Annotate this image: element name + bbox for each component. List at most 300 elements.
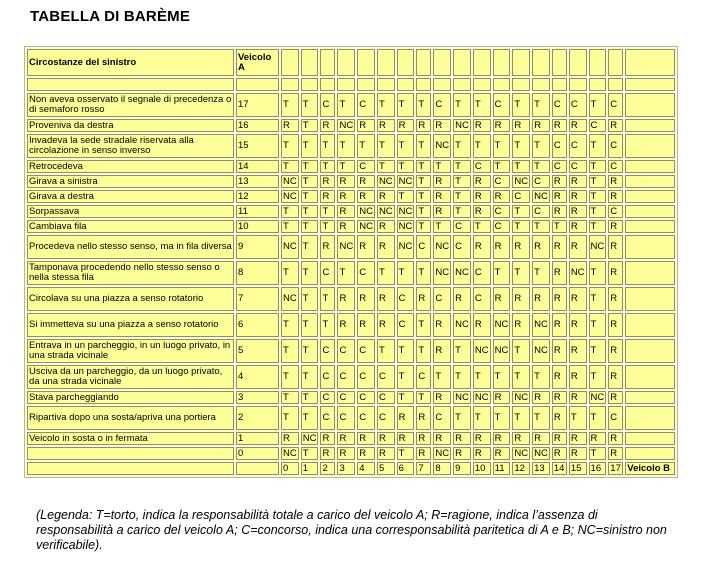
circumstance-cell: Circolava su una piazza a senso rotatorio [27,287,234,311]
outcome-cell: R [397,406,415,430]
outcome-cell: T [416,93,431,117]
outcome-cell: T [397,391,415,404]
outcome-cell: R [281,432,299,445]
outcome-cell: R [552,261,567,285]
circumstance-cell: Proveniva da destra [27,119,234,132]
outcome-cell: R [453,432,471,445]
vehicle-a-code: 8 [236,261,279,285]
outcome-cell: T [532,261,550,285]
outcome-cell: NC [337,235,355,259]
outcome-cell: C [493,205,511,218]
outcome-cell: R [473,313,491,337]
outcome-cell: C [357,406,375,430]
outcome-cell: T [301,160,319,173]
outcome-cell: R [357,287,375,311]
vehicle-b-code: 2 [320,462,335,475]
outcome-cell: T [589,406,607,430]
vehicle-b-code: 10 [473,462,491,475]
outcome-cell: C [569,93,587,117]
outcome-cell: R [608,175,623,188]
outcome-cell: R [473,447,491,460]
outcome-cell: T [416,134,431,158]
outcome-cell: R [337,287,355,311]
empty-cell [337,78,355,91]
outcome-cell: NC [569,261,587,285]
vehicle-b-code: 1 [301,462,319,475]
table-row [27,406,675,430]
outcome-cell: T [493,365,511,389]
empty-cell [397,78,415,91]
header-empty-cell [281,49,299,76]
outcome-cell: T [416,391,431,404]
outcome-cell: C [357,391,375,404]
header-empty-cell [473,49,491,76]
outcome-cell: R [377,313,395,337]
outcome-cell: R [552,313,567,337]
circumstance-cell [27,447,234,460]
outcome-cell: R [512,313,530,337]
outcome-cell: R [569,190,587,203]
outcome-cell: T [589,339,607,363]
outcome-cell: T [473,134,491,158]
outcome-cell: R [377,447,395,460]
outcome-cell: T [552,220,567,233]
outcome-cell: C [337,391,355,404]
vehicle-b-code: 12 [512,462,530,475]
header-empty-cell [337,49,355,76]
outcome-cell: C [569,160,587,173]
outcome-cell: C [608,205,623,218]
vehicle-a-code: 9 [236,235,279,259]
outcome-cell: R [512,432,530,445]
outcome-cell: T [416,205,431,218]
outcome-cell: NC [493,339,511,363]
outcome-cell: T [320,205,335,218]
outcome-cell: R [608,119,623,132]
vehicle-b-label: Veicolo B [625,462,675,475]
outcome-cell: T [416,175,431,188]
outcome-cell: T [589,287,607,311]
outcome-cell: R [569,119,587,132]
outcome-cell: R [608,220,623,233]
vehicle-a-code: 13 [236,175,279,188]
outcome-cell: T [281,205,299,218]
circumstance-cell: Procedeva nello stesso senso, ma in fila diversa [27,235,234,259]
outcome-cell: T [453,134,471,158]
outcome-cell: NC [398,220,413,232]
outcome-cell: T [453,205,471,218]
outcome-cell: R [552,365,567,389]
table-row [27,175,675,188]
outcome-cell: T [433,365,451,389]
outcome-cell: NC [359,220,373,232]
outcome-cell: R [416,287,431,311]
outcome-cell: T [493,406,511,430]
circumstance-cell: Veicolo in sosta o in fermata [27,432,234,445]
circumstance-cell: Tamponava procedendo nello stesso senso o nella stessa fila [27,261,234,285]
circumstance-cell: Stava parcheggiando [27,391,234,404]
empty-cell [625,119,675,132]
outcome-cell: NC [398,205,413,217]
empty-cell [552,78,567,91]
header-empty-cell [493,49,511,76]
outcome-cell: R [552,235,567,259]
outcome-cell: T [473,406,491,430]
vehicle-a-code: 1 [236,432,279,445]
empty-cell [589,78,607,91]
circumstance-cell: Sorpassava [27,205,234,218]
vehicle-a-code: 3 [236,391,279,404]
vehicle-b-code: 15 [569,462,587,475]
outcome-cell: T [397,134,415,158]
header-vehicle-a: Veicolo A [236,49,279,76]
outcome-cell: C [416,235,431,259]
empty-cell [625,313,675,337]
outcome-cell: T [453,190,471,203]
spacer-row [27,78,675,91]
outcome-cell: T [301,175,319,188]
outcome-cell: C [532,175,550,188]
outcome-cell: R [337,175,355,188]
outcome-cell: C [473,261,491,285]
vehicle-a-code: 16 [236,119,279,132]
outcome-cell: R [532,235,550,259]
empty-cell [493,78,511,91]
vehicle-b-code: 3 [337,462,355,475]
vehicle-a-code: 14 [236,160,279,173]
outcome-cell: C [397,313,415,337]
outcome-cell: R [416,406,431,430]
outcome-cell: R [473,119,491,132]
empty-cell [625,160,675,173]
vehicle-b-code: 17 [608,462,623,475]
outcome-cell: NC [532,313,550,337]
outcome-cell: R [473,432,491,445]
circumstance-cell: Si immetteva su una piazza a senso rotatorio [27,313,234,337]
empty-cell [357,78,375,91]
outcome-cell: R [357,175,375,188]
vehicle-a-code: 17 [236,93,279,117]
outcome-cell: T [301,190,319,203]
outcome-cell: C [320,93,335,117]
outcome-cell: C [453,235,471,259]
outcome-cell: NC [281,287,299,311]
outcome-cell: R [552,339,567,363]
outcome-cell: R [357,190,375,203]
empty-cell [625,287,675,311]
empty-cell [236,462,279,475]
outcome-cell: C [608,160,623,173]
outcome-cell: R [357,447,375,460]
circumstance-cell: Girava a sinistra [27,175,234,188]
table-row [27,220,675,233]
outcome-cell: R [416,432,431,445]
outcome-cell: C [377,406,395,430]
outcome-cell: T [453,339,471,363]
empty-cell [532,78,550,91]
outcome-cell: R [453,287,471,311]
outcome-cell: R [337,190,355,203]
outcome-cell: T [512,261,530,285]
outcome-cell: T [589,93,607,117]
outcome-cell: R [493,119,511,132]
header-empty-cell [357,49,375,76]
outcome-cell: NC [514,175,529,187]
outcome-cell: R [552,175,567,188]
outcome-cell: R [608,261,623,285]
outcome-cell: R [569,391,587,404]
outcome-cell: T [281,391,299,404]
outcome-cell: NC [514,447,529,459]
outcome-cell: R [552,205,567,218]
outcome-cell: NC [435,447,450,459]
outcome-cell: T [416,313,431,337]
outcome-cell: T [337,93,355,117]
outcome-cell: T [512,93,530,117]
header-row [27,49,675,76]
empty-cell [625,220,675,233]
circumstance-cell: Ripartiva dopo una sosta/apriva una portiera [27,406,234,430]
outcome-cell: NC [589,235,607,259]
outcome-cell: R [281,119,299,132]
header-empty-cell [416,49,431,76]
outcome-cell: T [433,160,451,173]
empty-cell [625,391,675,404]
empty-cell [625,235,675,259]
outcome-cell: R [377,220,395,233]
outcome-cell: T [377,93,395,117]
outcome-cell: C [357,365,375,389]
outcome-cell: T [512,339,530,363]
outcome-cell: C [608,93,623,117]
vehicle-b-code: 0 [281,462,299,475]
outcome-cell: R [433,391,451,404]
empty-cell [625,134,675,158]
circumstance-cell: Invadeva la sede stradale riservata alla circolazione in senso inverso [27,134,234,158]
outcome-cell: T [397,261,415,285]
outcome-cell: R [357,432,375,445]
outcome-cell: R [532,432,550,445]
outcome-cell: T [301,447,319,460]
outcome-cell: C [569,134,587,158]
empty-cell [416,78,431,91]
outcome-cell: R [357,313,375,337]
vehicle-a-code: 4 [236,365,279,389]
empty-cell [433,78,451,91]
outcome-cell: T [377,160,395,173]
empty-cell [625,205,675,218]
header-empty-cell [453,49,471,76]
outcome-cell: T [493,261,511,285]
outcome-cell: C [473,160,491,173]
outcome-cell: R [552,119,567,132]
outcome-cell: R [512,287,530,311]
outcome-cell: R [416,447,431,460]
outcome-cell: C [357,261,375,285]
outcome-cell: T [532,220,550,233]
empty-cell [625,175,675,188]
vehicle-b-code: 7 [416,462,431,475]
outcome-cell: T [416,220,431,233]
outcome-cell: T [589,365,607,389]
outcome-cell: T [281,261,299,285]
outcome-cell: T [569,406,587,430]
outcome-cell: R [569,235,587,259]
outcome-cell: R [552,406,567,430]
circumstance-cell: Usciva da un parcheggio, da un luogo privato, da una strada vicinale [27,365,234,389]
outcome-cell: T [532,365,550,389]
outcome-cell: R [416,119,431,132]
outcome-cell: T [453,160,471,173]
table-row [27,432,675,445]
vehicle-b-code: 14 [552,462,567,475]
outcome-cell: T [281,365,299,389]
outcome-cell: C [433,406,451,430]
outcome-cell: NC [455,119,469,131]
outcome-cell: T [281,313,299,337]
outcome-cell: C [512,190,530,203]
empty-cell [27,462,234,475]
outcome-cell: T [281,406,299,430]
outcome-cell: T [493,160,511,173]
outcome-cell: NC [283,447,297,459]
outcome-cell: R [532,287,550,311]
outcome-cell: T [493,134,511,158]
outcome-cell: R [377,119,395,132]
outcome-cell: R [552,447,567,460]
empty-cell [473,78,491,91]
outcome-cell: NC [453,313,471,337]
empty-cell [625,93,675,117]
outcome-cell: NC [473,339,491,363]
outcome-cell: T [453,365,471,389]
table-row [27,235,675,259]
empty-cell [236,78,279,91]
outcome-cell: T [301,261,319,285]
outcome-cell: R [569,365,587,389]
outcome-cell: T [320,220,335,233]
outcome-cell: T [397,190,415,203]
outcome-cell: R [569,313,587,337]
outcome-cell: T [532,160,550,173]
outcome-cell: R [552,432,567,445]
outcome-cell: R [320,175,335,188]
outcome-cell: R [433,175,451,188]
table-row [27,365,675,389]
outcome-cell: T [397,447,415,460]
outcome-cell: T [589,313,607,337]
outcome-cell: C [589,119,607,132]
outcome-cell: R [569,287,587,311]
outcome-cell: R [473,205,491,218]
outcome-cell: R [320,235,335,259]
outcome-cell: C [416,365,431,389]
outcome-cell: R [320,447,335,460]
outcome-cell: NC [433,134,451,158]
outcome-cell: R [493,287,511,311]
outcome-cell: C [357,93,375,117]
footer-row [27,462,675,475]
outcome-cell: T [416,261,431,285]
outcome-cell: R [377,235,395,259]
empty-cell [377,78,395,91]
vehicle-b-code: 11 [493,462,511,475]
vehicle-a-code: 6 [236,313,279,337]
empty-cell [625,78,675,91]
outcome-cell: R [608,365,623,389]
empty-cell [625,339,675,363]
header-empty-cell [512,49,530,76]
outcome-cell: T [281,339,299,363]
outcome-cell: R [608,339,623,363]
header-empty-cell [625,49,675,76]
outcome-cell: T [337,160,355,173]
table-row [27,205,675,218]
outcome-cell: NC [514,391,529,403]
vehicle-b-code: 5 [377,462,395,475]
header-empty-cell [552,49,567,76]
outcome-cell: T [589,190,607,203]
vehicle-a-code: 7 [236,287,279,311]
outcome-cell: R [552,287,567,311]
outcome-cell: R [532,391,550,404]
outcome-cell: C [337,406,355,430]
outcome-cell: T [453,406,471,430]
outcome-cell: NC [433,235,451,259]
outcome-cell: C [320,406,335,430]
empty-cell [569,78,587,91]
vehicle-b-code: 13 [532,462,550,475]
outcome-cell: R [473,175,491,188]
outcome-cell: C [397,287,415,311]
circumstance-cell: Entrava in un parcheggio, in un luogo privato, in una strada vicinale [27,339,234,363]
outcome-cell: C [433,93,451,117]
outcome-cell: C [320,261,335,285]
outcome-cell: NC [455,391,469,403]
outcome-cell: R [493,190,511,203]
outcome-cell: C [552,93,567,117]
outcome-cell: T [473,365,491,389]
header-empty-cell [608,49,623,76]
outcome-cell: T [301,313,319,337]
outcome-cell: C [552,134,567,158]
outcome-cell: T [532,93,550,117]
outcome-cell: R [493,432,511,445]
outcome-cell: R [608,432,623,445]
table-row [27,313,675,337]
empty-cell [281,78,299,91]
outcome-cell: R [433,432,451,445]
outcome-cell: R [493,391,511,404]
outcome-cell: T [377,339,395,363]
circumstance-cell: Girava a destra [27,190,234,203]
outcome-cell: C [532,205,550,218]
outcome-cell: T [301,406,319,430]
outcome-cell: T [320,313,335,337]
vehicle-a-code: 11 [236,205,279,218]
circumstance-cell: Non aveva osservato il segnale di precedenza o di semaforo rosso [27,93,234,117]
vehicle-a-code: 2 [236,406,279,430]
table-row [27,93,675,117]
table-row [27,339,675,363]
outcome-cell: R [453,447,471,460]
outcome-cell: R [320,119,335,132]
outcome-cell: NC [534,447,548,459]
outcome-cell: R [337,205,355,218]
outcome-cell: T [532,406,550,430]
table-row [27,160,675,173]
vehicle-a-code: 15 [236,134,279,158]
